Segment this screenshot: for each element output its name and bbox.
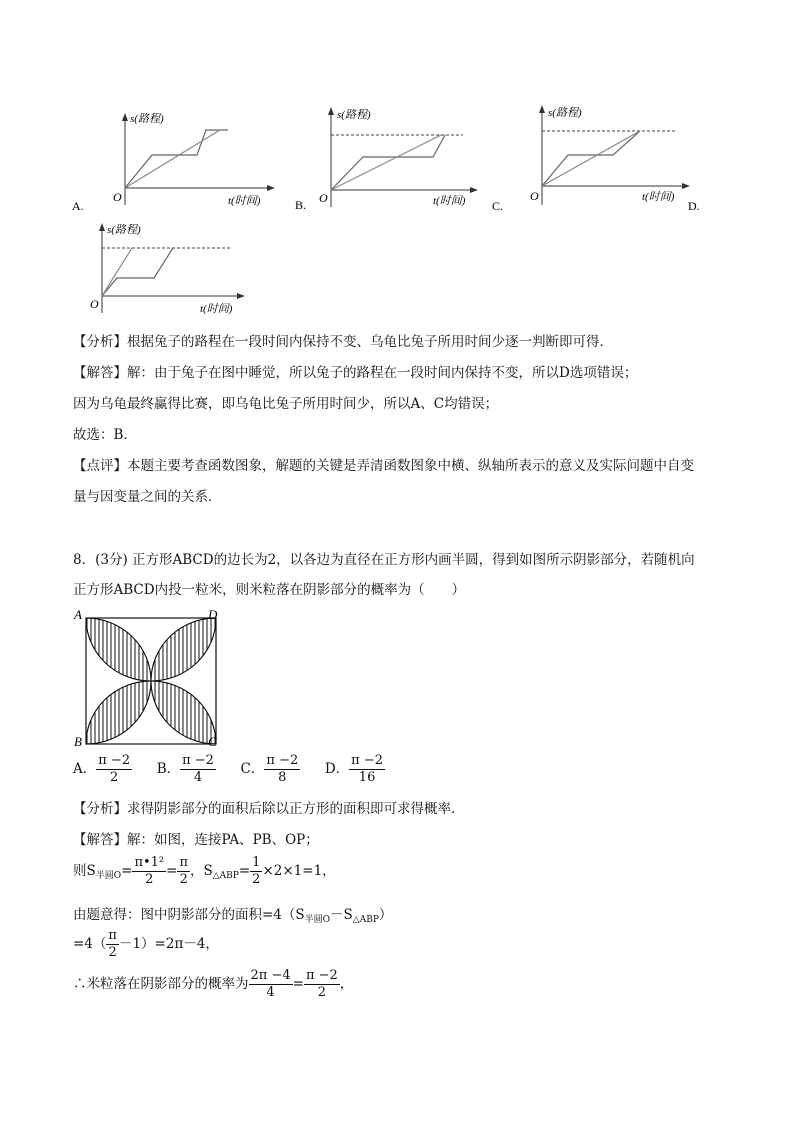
q7-answer: 故选：B．	[73, 427, 137, 443]
f4-frac1-num: 2π −4	[250, 968, 291, 983]
choice-b-label: B．	[156, 761, 181, 777]
f1-sub2: △ABP	[212, 871, 239, 881]
graph-a-s-label: s(路程)	[130, 113, 164, 125]
f2-tail: ）	[378, 907, 393, 923]
q7-analysis: 【分析】根据兔子的路程在一段时间内保持不变、乌龟比兔子所用时间少逐一判断即可得．	[73, 334, 613, 350]
choice-b-den: 4	[193, 770, 203, 785]
vertex-a: A	[74, 607, 82, 622]
choice-b-fraction	[180, 753, 216, 786]
vertex-c: C	[208, 734, 217, 749]
vertex-d: D	[208, 607, 218, 622]
graph-c-origin: O	[530, 189, 539, 203]
f2-mid: －S	[330, 907, 353, 923]
choice-d-fraction	[349, 753, 385, 786]
f1-frac3-num: 1	[252, 855, 261, 870]
vertex-b: B	[74, 734, 82, 749]
f3-pre: =4（	[73, 936, 107, 952]
f1-frac3-den: 2	[252, 872, 261, 887]
choice-b-num: π −2	[182, 753, 214, 768]
f1-frac2-num: π	[179, 855, 189, 870]
f2-text: 由题意得：图中阴影部分的面积=4（S	[73, 907, 305, 923]
choice-c-num: π −2	[266, 753, 299, 768]
graph-d-s-label: s(路程)	[107, 224, 141, 236]
f1-eq3: =	[238, 863, 251, 879]
f4-frac2-num: π −2	[305, 968, 338, 983]
f1-frac1	[132, 855, 166, 888]
graph-d-t-label: t(时间)	[200, 303, 233, 315]
choice-c-fraction	[264, 753, 300, 786]
f3-frac	[106, 928, 119, 961]
choice-a-den: 2	[110, 770, 119, 785]
f1-frac3	[250, 855, 262, 888]
f1-frac1-num: π•1²	[134, 855, 165, 870]
q8-formula-4	[73, 968, 353, 1001]
q8-formula-1	[73, 855, 336, 888]
f4-eq: =	[292, 976, 304, 992]
graph-c-s-label: s(路程)	[548, 107, 582, 119]
q7-comment-1: 【点评】本题主要考查函数图象，解题的关键是弄清函数图象中横、纵轴所表示的意义及实际问题中自变	[73, 458, 694, 474]
q8-stem-2: 正方形ABCD内投一粒米，则米粒落在阴影部分的概率为（ ）	[73, 582, 466, 598]
choice-d-num: π −2	[351, 753, 383, 768]
f4-post: ，	[339, 976, 354, 992]
f3-frac-den: 2	[108, 945, 117, 960]
f4-frac2-den: 2	[317, 985, 326, 1000]
f4-frac1	[249, 968, 293, 1001]
choice-c-den: 8	[278, 770, 287, 785]
f1-prefix: 则S	[73, 863, 96, 879]
f2-sub1: 半圆O	[304, 915, 331, 925]
choice-a-fraction	[96, 753, 132, 786]
graph-a-t-label: t(时间)	[228, 195, 261, 207]
graph-b-origin: O	[319, 191, 328, 205]
f1-eq2: =	[166, 863, 178, 879]
option-c-label: C.	[492, 199, 504, 213]
f1-mid: ，S	[190, 863, 213, 879]
choice-a-num: π −2	[98, 753, 131, 768]
option-d-label: D.	[688, 199, 700, 213]
f1-tail: ×2×1=1，	[262, 863, 336, 879]
graph-a-origin: O	[113, 190, 122, 204]
graph-c-t-label: t(时间)	[642, 191, 675, 203]
choice-d-den: 16	[358, 770, 376, 785]
choice-d-label: D．	[324, 761, 350, 777]
f1-frac1-den: 2	[145, 872, 154, 887]
q8-choices	[73, 753, 385, 786]
f1-frac2-den: 2	[179, 872, 188, 887]
option-a-label: A.	[72, 199, 84, 213]
f2-sub2: △ABP	[352, 915, 379, 925]
q8-solution-intro: 【解答】解：如图，连接PA、PB、OP；	[73, 832, 319, 848]
f1-sub1: 半圆O	[95, 871, 122, 881]
q8-formula-2	[73, 903, 392, 925]
f4-frac2	[304, 968, 340, 1001]
f3-post: －1）=2π－4，	[118, 936, 219, 952]
graph-d-origin: O	[90, 297, 99, 311]
f1-frac2	[177, 855, 190, 888]
graph-b-t-label: t(时间)	[433, 195, 466, 207]
option-b-label: B.	[295, 198, 307, 212]
q7-solution-1: 【解答】解：由于兔子在图中睡觉，所以兔子的路程在一段时间内保持不变，所以D选项错误；	[73, 365, 638, 381]
graph-b	[293, 102, 493, 217]
graph-d	[70, 218, 260, 323]
choice-a-label: A．	[73, 761, 97, 777]
graph-b-s-label: s(路程)	[337, 109, 371, 121]
f3-frac-num: π	[108, 928, 117, 943]
q8-stem-1: 8．(3分) 正方形ABCD的边长为2，以各边为直径在正方形内画半圆，得到如图所示阴影部分，若随机向	[73, 552, 695, 568]
choice-c-label: C．	[240, 761, 265, 777]
graph-c	[490, 100, 720, 215]
q7-comment-2: 量与因变量之间的关系．	[73, 489, 222, 505]
q8-analysis: 【分析】求得阴影部分的面积后除以正方形的面积即可求得概率．	[73, 801, 465, 817]
f1-eq: =	[121, 863, 133, 879]
graph-a	[70, 100, 280, 215]
f4-pre: ∴米粒落在阴影部分的概率为	[73, 976, 249, 992]
q8-square-figure	[70, 605, 230, 750]
f4-frac1-den: 4	[266, 985, 275, 1000]
q8-formula-3	[73, 928, 219, 961]
q7-solution-2: 因为乌龟最终赢得比赛，即乌龟比兔子所用时间少，所以A、C均错误；	[73, 396, 499, 412]
